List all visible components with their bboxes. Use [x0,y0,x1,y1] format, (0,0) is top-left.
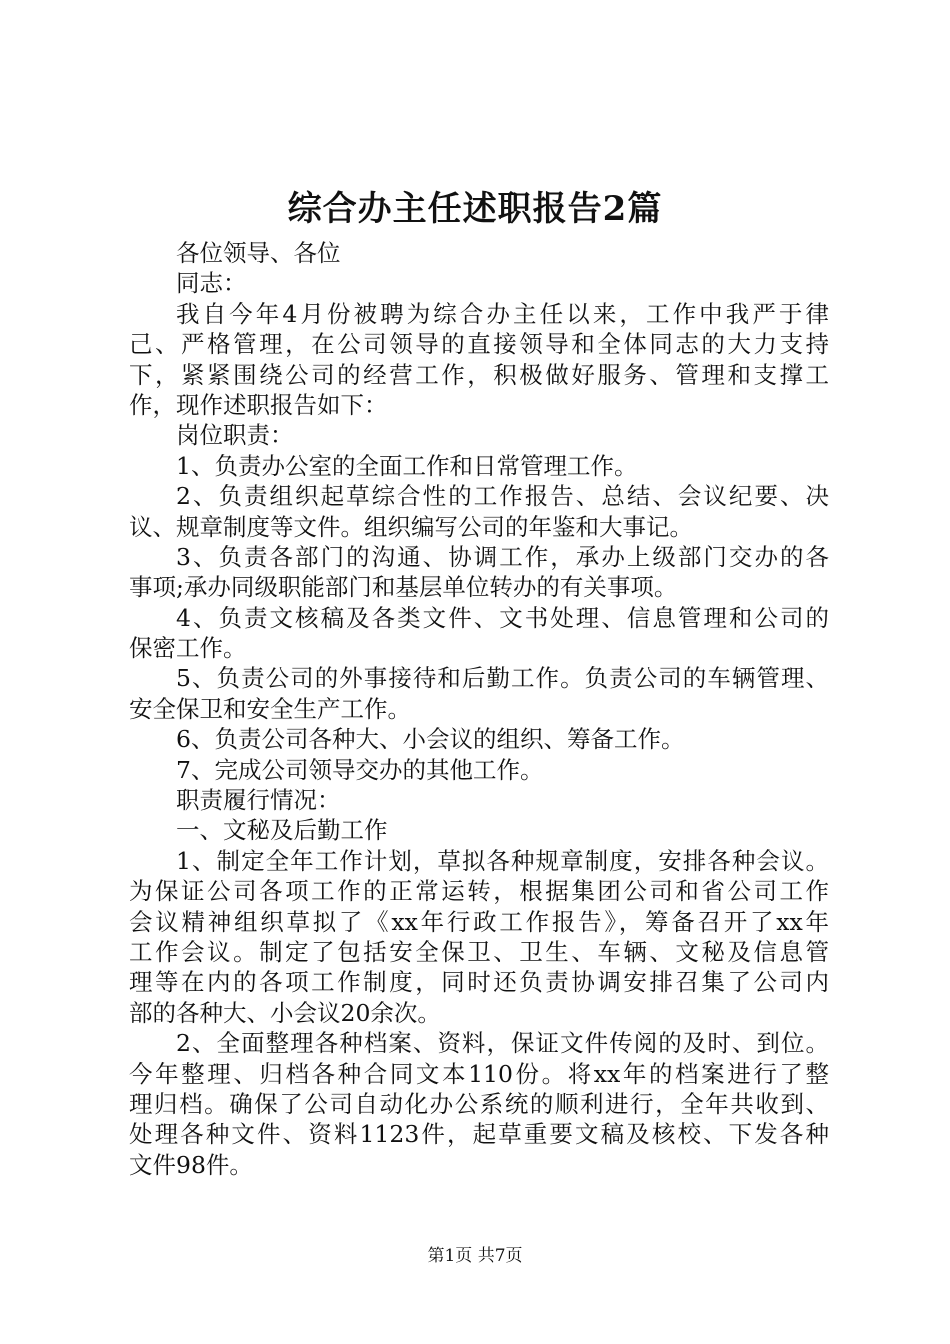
body-line: 2、负责组织起草综合性的工作报告、总结、会议纪要、决 [176,482,829,511]
body-line: 今年整理、归档各种合同文本110份。将xx年的档案进行了整 [129,1059,829,1088]
body-line: 处理各种文件、资料1123件，起草重要文稿及核校、下发各种 [129,1120,829,1149]
body-line: 2、全面整理各种档案、资料，保证文件传阅的及时、到位。 [176,1029,829,1058]
body-line: 我自今年4月份被聘为综合办主任以来，工作中我严于律 [176,299,829,328]
body-line: 1、负责办公室的全面工作和日常管理工作。 [176,451,638,480]
body-line: 部的各种大、小会议20余次。 [129,998,441,1027]
document-title: 综合办主任述职报告2篇 [287,189,663,229]
body-line: 作，现作述职报告如下： [129,390,388,419]
body-line: 4、负责文核稿及各类文件、文书处理、信息管理和公司的 [176,603,829,632]
body-line: 岗位职责： [176,421,294,450]
body-line: 职责履行情况： [176,786,341,815]
body-line: 己、严格管理，在公司领导的直接领导和全体同志的大力支持 [129,330,829,359]
body-line: 6、负责公司各种大、小会议的组织、筹备工作。 [176,725,685,754]
body-line: 下，紧紧围绕公司的经营工作，积极做好服务、管理和支撑工 [129,360,829,389]
document-body [129,238,829,1180]
body-line: 1、制定全年工作计划，草拟各种规章制度，安排各种会议。 [176,846,829,875]
body-line: 7、完成公司领导交办的其他工作。 [176,755,544,784]
body-line: 为保证公司各项工作的正常运转，根据集团公司和省公司工作 [129,877,829,906]
body-line: 理归档。确保了公司自动化办公系统的顺利进行，全年共收到、 [129,1089,829,1118]
body-line: 会议精神组织草拟了《xx年行政工作报告》，筹备召开了xx年 [129,907,829,936]
body-line: 同志： [176,269,247,298]
body-line: 议、规章制度等文件。组织编写公司的年鉴和大事记。 [129,512,693,541]
body-line: 工作会议。制定了包括安全保卫、卫生、车辆、文秘及信息管 [129,937,829,966]
body-line: 各位领导、各位 [176,239,341,267]
body-line: 安全保卫和安全生产工作。 [129,694,411,723]
body-line: 保密工作。 [129,634,247,663]
body-line: 理等在内的各项工作制度，同时还负责协调安排召集了公司内 [129,968,829,997]
body-line: 一、文秘及后勤工作 [176,816,388,845]
body-line: 事项;承办同级职能部门和基层单位转办的有关事项。 [129,573,678,602]
body-line: 5、负责公司的外事接待和后勤工作。负责公司的车辆管理、 [176,664,829,693]
page-footer: 第1页 共7页 [427,1246,523,1266]
body-line: 3、负责各部门的沟通、协调工作，承办上级部门交办的各 [176,542,829,571]
body-line: 文件98件。 [129,1150,253,1179]
